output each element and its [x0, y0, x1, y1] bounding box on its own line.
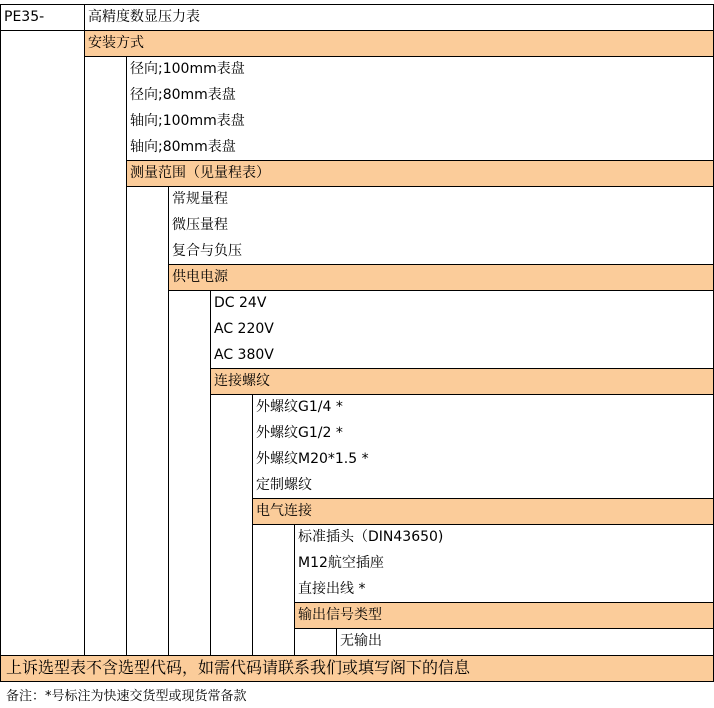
option-item: 外螺纹G1/2 *	[256, 425, 343, 441]
section-header: 安装方式	[84, 30, 713, 56]
section-header: 电气连接	[252, 498, 713, 524]
option-item: 直接出线 *	[298, 581, 366, 597]
level-divider	[252, 394, 253, 655]
model-code: PE35-	[4, 9, 45, 25]
section-top-border	[168, 264, 713, 265]
level-divider	[336, 628, 337, 655]
footer-bottom-border	[0, 681, 714, 682]
section-header: 连接螺纹	[210, 368, 713, 394]
option-item: 外螺纹G1/4 *	[256, 399, 343, 415]
option-item: 标准插头（DIN43650)	[298, 529, 444, 545]
option-item: 复合与负压	[172, 243, 242, 259]
option-item: AC 220V	[214, 321, 274, 337]
product-name: 高精度数显压力表	[88, 9, 200, 25]
section-header-bottom-border	[84, 56, 713, 57]
model-divider	[84, 4, 85, 655]
option-item: 外螺纹M20*1.5 *	[256, 451, 369, 467]
section-header: 供电电源	[168, 264, 713, 290]
footer-notice: 上诉选型表不含选型代码，如需代码请联系我们或填写阁下的信息	[0, 655, 713, 681]
section-header-bottom-border	[126, 186, 713, 187]
option-item: AC 380V	[214, 347, 274, 363]
option-item: 轴向;80mm表盘	[130, 139, 236, 155]
section-header: 输出信号类型	[294, 602, 713, 628]
section-header-bottom-border	[252, 524, 713, 525]
level-divider	[294, 524, 295, 655]
level-divider	[210, 290, 211, 655]
option-item: 轴向;100mm表盘	[130, 113, 245, 129]
table-top-border	[0, 4, 714, 5]
option-item: 径向;80mm表盘	[130, 87, 236, 103]
option-item: 常规量程	[172, 191, 228, 207]
option-item: 无输出	[340, 633, 382, 649]
footer-top-border	[0, 655, 714, 656]
section-top-border	[294, 602, 713, 603]
section-header-bottom-border	[210, 394, 713, 395]
section-top-border	[252, 498, 713, 499]
option-item: 定制螺纹	[256, 477, 312, 493]
section-top-border	[126, 160, 713, 161]
option-item: M12航空插座	[298, 555, 384, 571]
title-row-bottom-border	[0, 30, 714, 31]
option-item: 径向;100mm表盘	[130, 61, 245, 77]
section-header-bottom-border	[294, 628, 713, 629]
option-item: DC 24V	[214, 295, 267, 311]
footnote: 备注：*号标注为快速交货型或现货常备款	[6, 689, 247, 704]
option-item: 微压量程	[172, 217, 228, 233]
table-left-border	[0, 4, 1, 682]
level-divider	[168, 186, 169, 655]
level-divider	[126, 56, 127, 655]
section-top-border	[210, 368, 713, 369]
section-header: 测量范围（见量程表）	[126, 160, 713, 186]
section-header-bottom-border	[168, 290, 713, 291]
